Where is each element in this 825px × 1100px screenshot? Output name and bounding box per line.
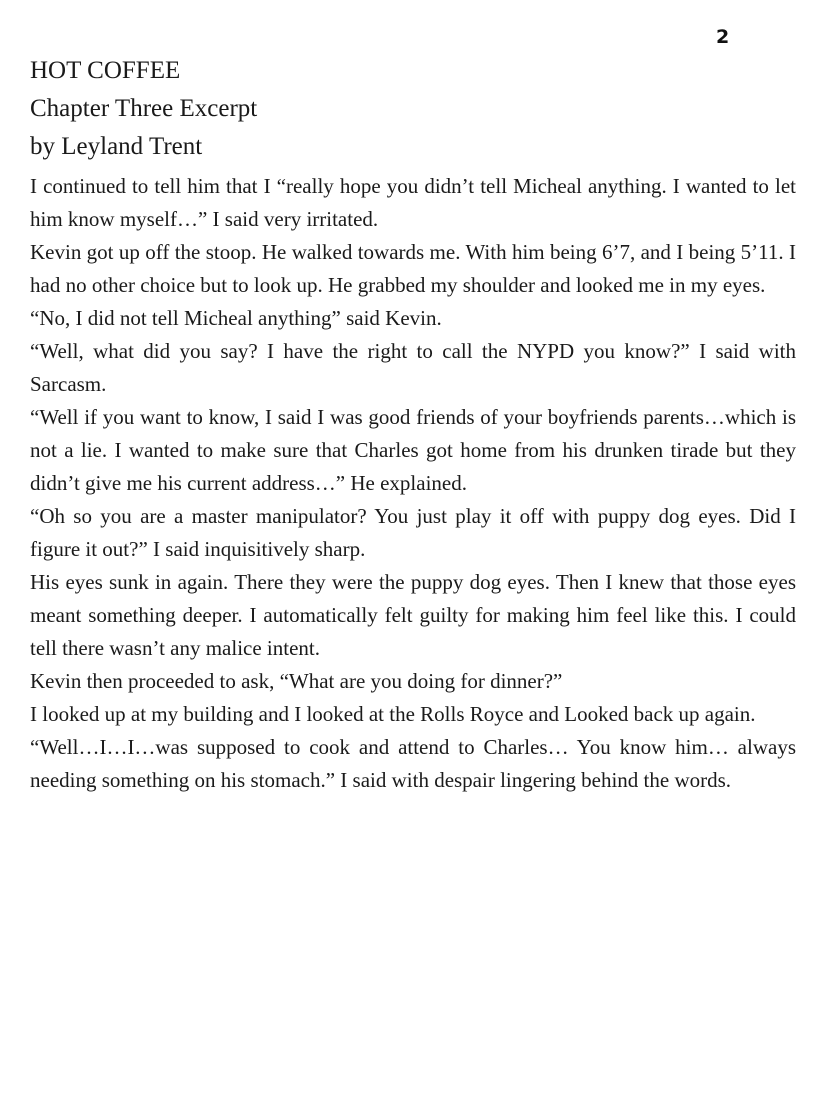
paragraph: His eyes sunk in again. There they were the puppy dog eyes. Then I knew that those eyes meant something deeper. I automatically felt guilty for making him feel like this. I could tell there wasn’t any malice intent.	[30, 570, 796, 660]
author-byline: by Leyland Trent	[30, 133, 203, 160]
paragraph: “Well, what did you say? I have the right to call the NYPD you know?” I said with Sarcasm.	[30, 339, 796, 396]
chapter-title: Chapter Three Excerpt	[30, 95, 258, 122]
paragraph: “Well if you want to know, I said I was good friends of your boyfriends parents…which is not a lie. I wanted to make sure that Charles got home from his drunken tirade but they didn’t give me his current address…” He explained.	[30, 405, 796, 495]
paragraph: I continued to tell him that I “really hope you didn’t tell Micheal anything. I wanted to let him know myself…” I said very irritated.	[30, 174, 796, 231]
paragraph: “Oh so you are a master manipulator? You just play it off with puppy dog eyes. Did I figure it out?” I said inquisitively sharp.	[30, 504, 796, 561]
page-number: 2	[716, 26, 730, 48]
document-heading	[30, 52, 790, 166]
paragraph: “Well…I…I…was supposed to cook and attend to Charles… You know him… always needing something on his stomach.” I said with despair lingering behind the words.	[30, 735, 796, 792]
paragraph: Kevin got up off the stoop. He walked towards me. With him being 6’7, and I being 5’11. I had no other choice but to look up. He grabbed my shoulder and looked me in my eyes.	[30, 240, 796, 297]
paragraph: I looked up at my building and I looked at the Rolls Royce and Looked back up again.	[30, 702, 756, 726]
paragraph: “No, I did not tell Micheal anything” said Kevin.	[30, 306, 442, 330]
paragraph: Kevin then proceeded to ask, “What are you doing for dinner?”	[30, 669, 563, 693]
book-title: HOT COFFEE	[30, 57, 181, 84]
document-body	[30, 170, 796, 797]
